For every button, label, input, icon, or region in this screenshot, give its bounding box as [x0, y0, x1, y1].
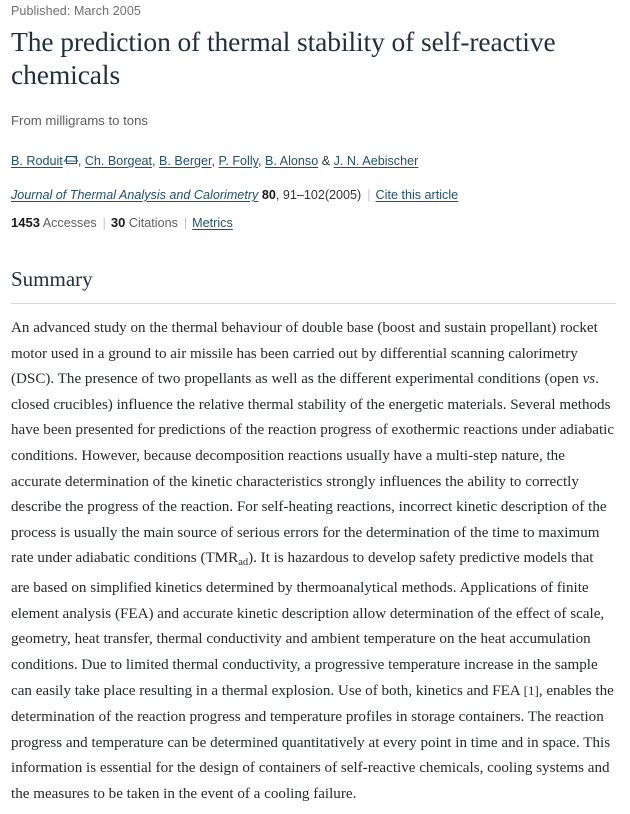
citation-divider: |	[367, 188, 371, 202]
abstract-part-4: , enables the determination of the reaction progress and temperature profiles in storage containers. The reaction progress and temperature can be determined quantitatively at every point in time and in space. This information is essential for the design of containers of self-reactive chemicals, cooling systems and the measures to be taken in the event of a cooling failure.	[11, 683, 614, 802]
author-link-3[interactable]: B. Berger	[159, 154, 212, 168]
author-link-4[interactable]: P. Folly	[218, 154, 258, 168]
accesses-count: 1453	[11, 215, 40, 230]
author-ampersand: &	[321, 154, 331, 168]
metrics-bar	[11, 214, 616, 232]
metrics-link[interactable]: Metrics	[192, 216, 233, 230]
abstract-part-1: An advanced study on the thermal behaviour of double base (boost and sustain propellant) rocket motor used in a ground to air missile has been carried out by differential scanning calorimetry (DSC). The presence of two propellants as well as the different experimental conditions (open	[11, 320, 598, 388]
abstract-subscript-ad: ad	[238, 557, 249, 569]
author-link-6[interactable]: J. N. Aebischer	[333, 154, 419, 168]
article-subtitle: From milligrams to tons	[11, 113, 149, 128]
author-separator-2: ,	[152, 154, 156, 168]
journal-volume: 80	[261, 188, 276, 202]
author-separator-1: ,	[77, 154, 82, 168]
published-date: Published: March 2005	[11, 4, 141, 18]
author-link-1[interactable]: B. Roduit	[11, 154, 63, 168]
abstract-part-3: ). It is hazardous to develop safety predictive models that are based on simplified kinetics determined by thermoanalytical methods. Applications of finite element analysis (FEA) and accurate kinetic description allow determination of the effect of scale, geometry, heat transfer, thermal conductivity and ambient temperature on the heat accumulation conditions. Due to limited thermal conductivity, a progressive temperature increase in the sample can easily take place resulting in a thermal explosion. Use of both, kinetics and FEA	[11, 550, 605, 700]
citations-label: Citations	[128, 216, 178, 230]
section-divider	[11, 303, 616, 304]
page-title: The prediction of thermal stability of self-reactive chemicals	[11, 26, 556, 90]
journal-citation	[11, 186, 616, 204]
metrics-divider-2: |	[183, 216, 188, 230]
author-link-2[interactable]: Ch. Borgeat	[84, 154, 153, 168]
author-link-5[interactable]: B. Alonso	[264, 154, 319, 168]
journal-name-link[interactable]: Journal of Thermal Analysis and Calorimetry	[11, 188, 259, 202]
author-separator-4: ,	[257, 154, 262, 168]
author-list	[11, 152, 616, 170]
citations-count: 30	[110, 215, 126, 230]
cite-this-article-link[interactable]: Cite this article	[375, 188, 459, 202]
accesses-label: Accesses	[42, 216, 97, 230]
author-separator-3: ,	[211, 154, 216, 168]
journal-pages-year: , 91–102(2005)	[275, 188, 362, 202]
section-heading-summary: Summary	[11, 267, 93, 291]
abstract-part-2: . closed crucibles) influence the relative thermal stability of the energetic materials. Several methods have been presented for predictions of the reaction progress of exothermic reactions under adiabatic conditions. However, because decomposition reactions usually have a multi-step nature, the accurate determination of the kinetic characteristics strongly influences the ability to correctly describe the progress of the reaction. For self-heating reactions, incorrect kinetic description of the process is usually the main source of serious errors for the determination of the time to maximum rate under adiabatic conditions (TMR	[11, 371, 615, 567]
abstract-text	[11, 316, 615, 807]
reference-marker: [1]	[523, 683, 539, 699]
abstract-italic-vs: vs	[582, 371, 596, 388]
envelope-icon[interactable]	[66, 156, 77, 164]
metrics-divider-1: |	[102, 216, 106, 230]
